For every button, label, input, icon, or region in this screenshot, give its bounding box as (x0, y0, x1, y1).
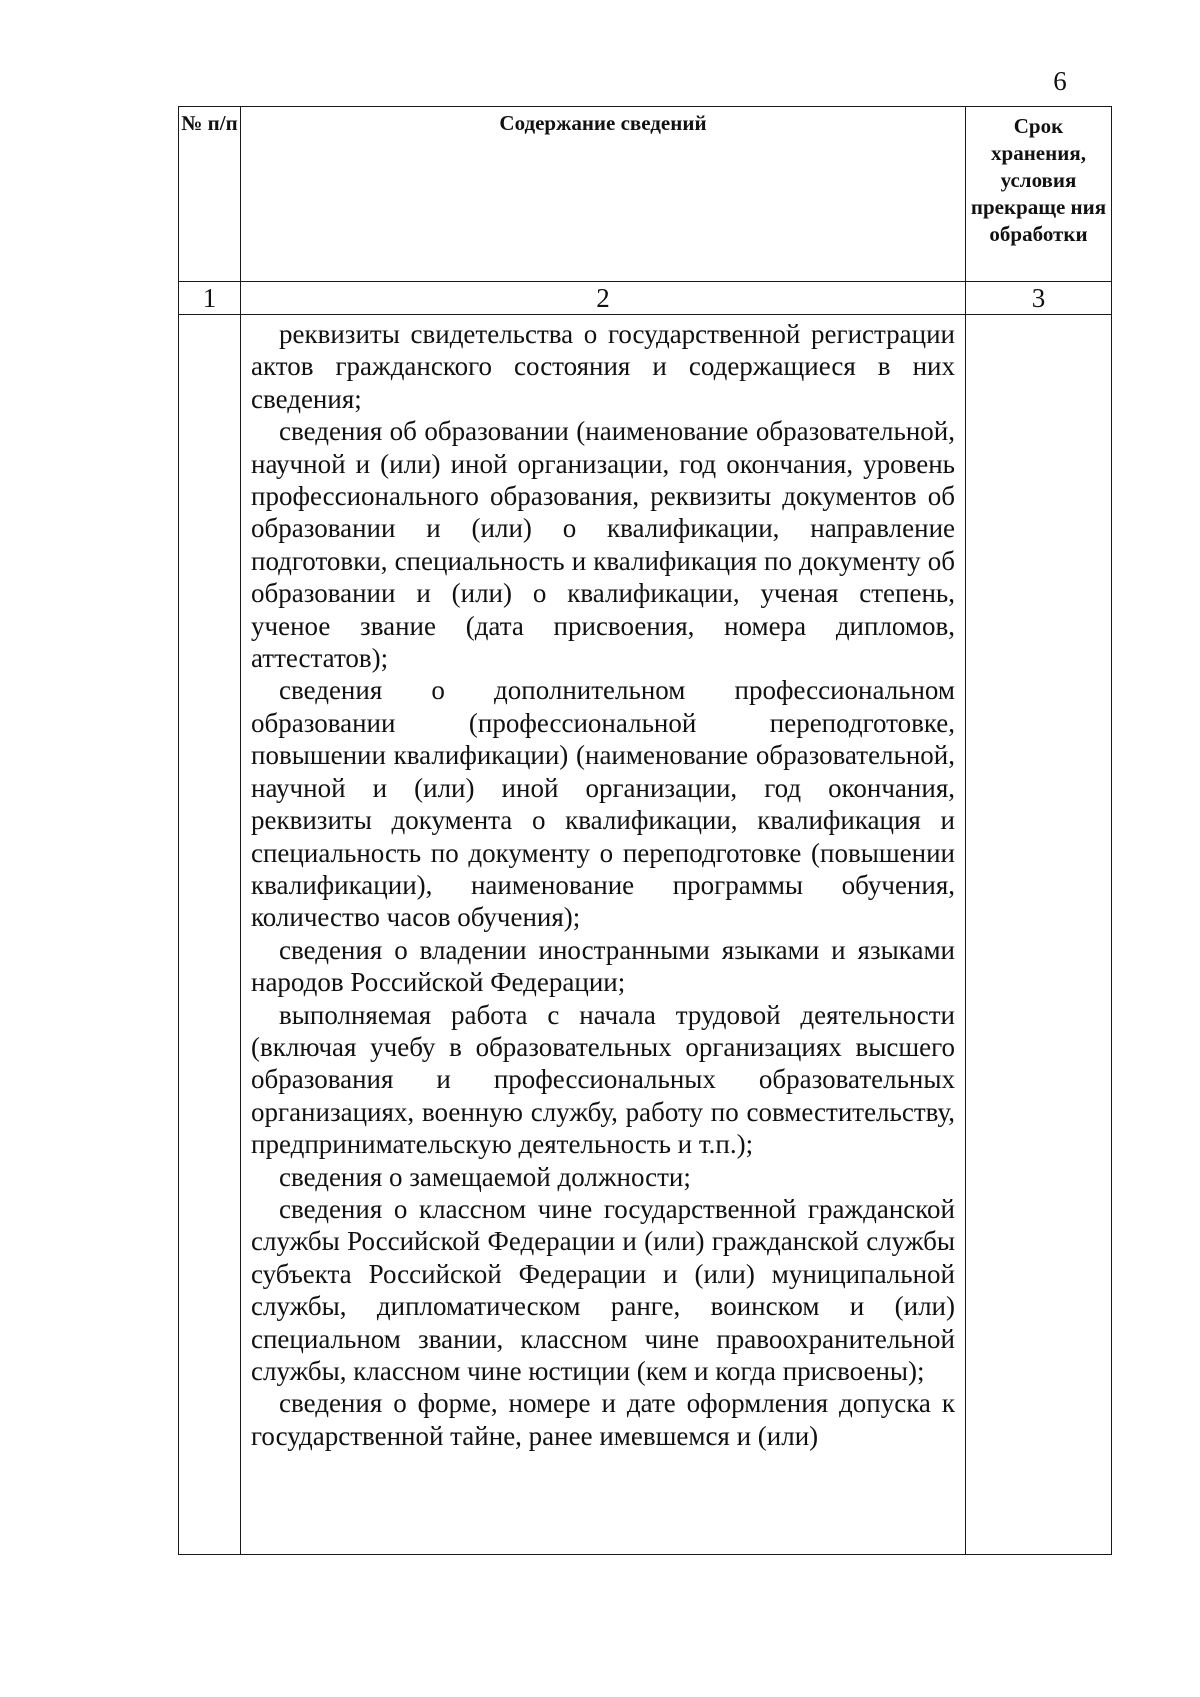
data-table (178, 106, 1112, 1555)
content-paragraph: сведения об образовании (наименование образовательной, научной и (или) иной организации, год окончания, уровень профессионального образования, реквизиты документов об образовании и (или) о квалификации, направление подготовки, специальность и квалификация по документу об образовании и (или) о квалификации, ученая степень, ученое звание (дата присвоения, номера дипломов, аттестатов); (251, 416, 955, 674)
table-row (179, 315, 1112, 1555)
header-content: Содержание сведений (241, 107, 966, 282)
content-paragraph: сведения о форме, номере и дате оформления допуска к государственной тайне, ранее имевшемся и (или) (251, 1388, 955, 1451)
column-number-1: 1 (179, 282, 241, 315)
content-paragraph: реквизиты свидетельства о государственной регистрации актов гражданского состояния и содержащиеся в них сведения; (251, 319, 955, 414)
column-number-3: 3 (966, 282, 1112, 315)
header-retention: Срок хранения, условия прекраще ния обработки (966, 107, 1112, 282)
content-paragraph: сведения о замещаемой должности; (279, 1161, 691, 1192)
cell-number (179, 315, 241, 1555)
content-text (241, 315, 965, 1452)
cell-content (241, 315, 966, 1555)
content-paragraph: сведения о классном чине государственной гражданской службы Российской Федерации и (или) гражданской службы субъекта Российской Федерации и (или) муниципальной службы, дипломатическом ранге, воинском и (или) специальном звании, классном чине правоохранительной службы, классном чине юстиции (кем и когда присвоены); (251, 1193, 955, 1386)
column-number-row (179, 282, 1112, 315)
header-number: № п/п (179, 107, 241, 282)
content-paragraph: выполняемая работа с начала трудовой деятельности (включая учебу в образовательных организациях высшего образования и профессиональных образовательных организациях, военную службу, работу по совместительству, предпринимательскую деятельность и т.п.); (251, 999, 955, 1160)
table-header-row (179, 107, 1112, 282)
cell-retention (966, 315, 1112, 1555)
content-paragraph: сведения о владении иностранными языками и языками народов Российской Федерации; (251, 934, 955, 998)
column-number-2: 2 (241, 282, 966, 315)
content-paragraph: сведения о дополнительном профессиональном образовании (профессиональной переподготовке, повышении квалификации) (наименование образовательной, научной и (или) иной организации, год окончания, реквизиты документа о квалификации, квалификация и специальность по документу о переподготовке (повышении квалификации), наименование программы обучения, количество часов обучения); (251, 675, 955, 933)
page-number: 6 (1053, 66, 1067, 96)
